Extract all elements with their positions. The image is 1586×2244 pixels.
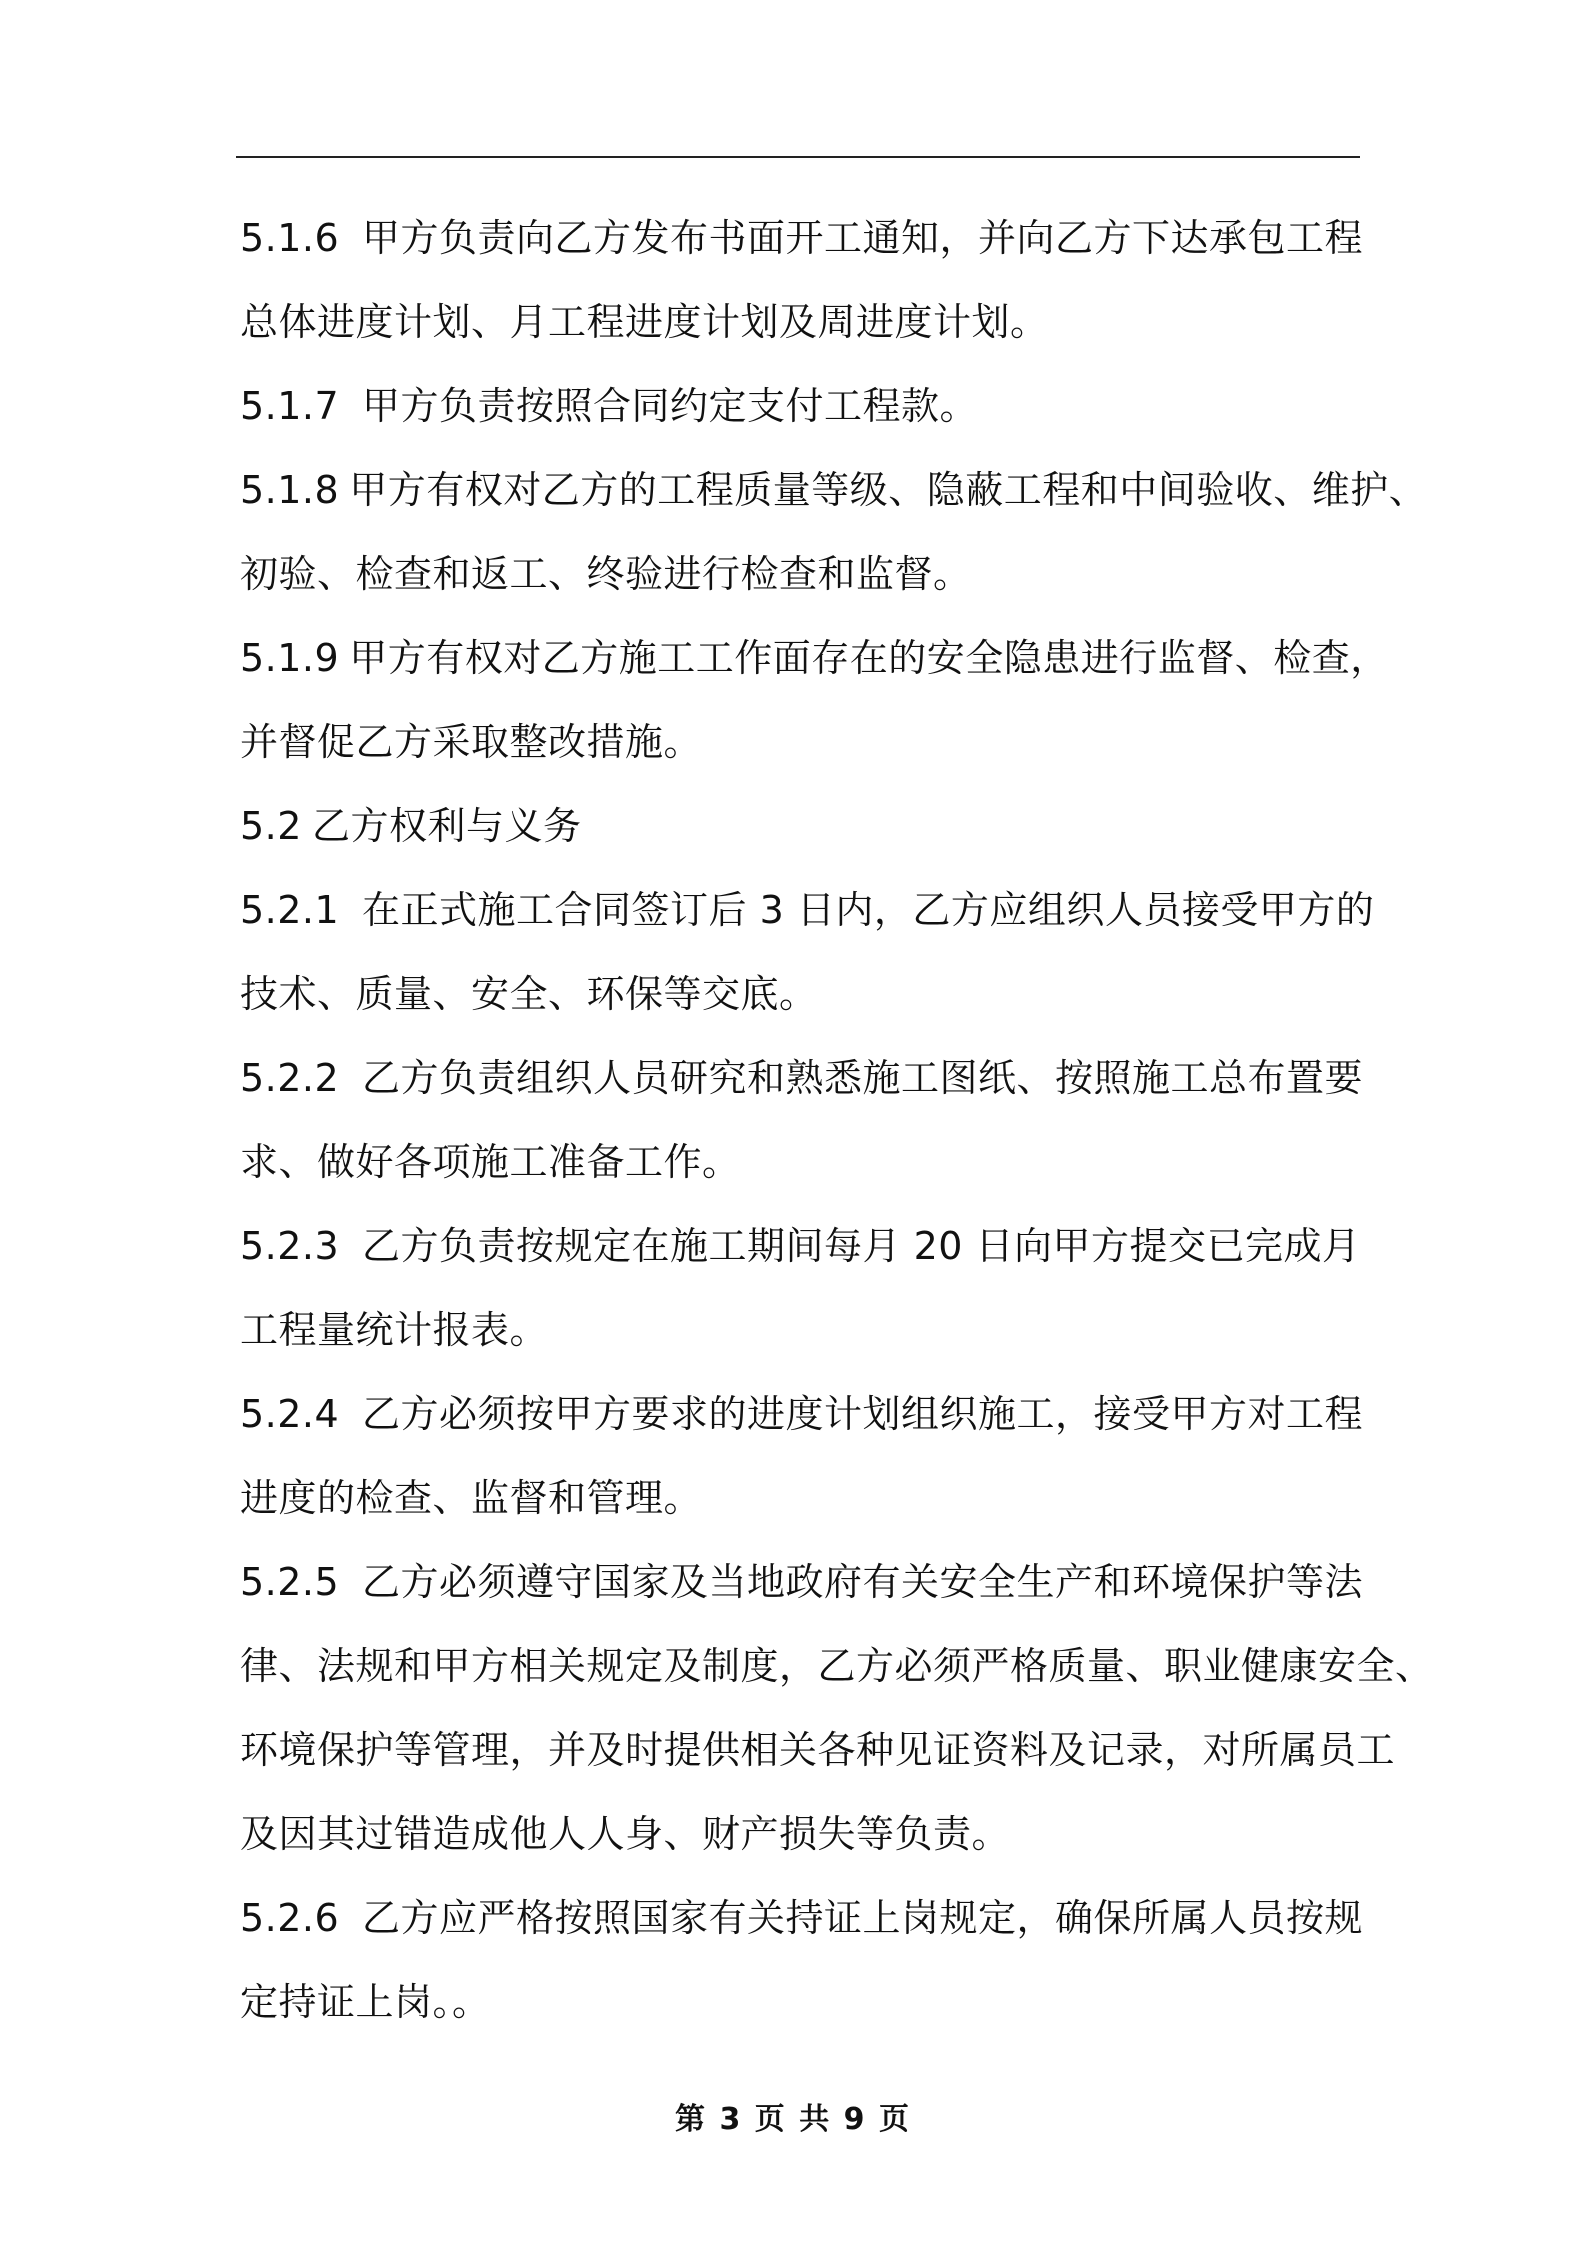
clause-text: 乙方应严格按照国家有关持证上岗规定，确保所属人员按规	[362, 1896, 1364, 1940]
clause-text: 甲方有权对乙方的工程质量等级、隐蔽工程和中间验收、维护、	[349, 468, 1428, 512]
line-21	[240, 1876, 1370, 1960]
document-body	[240, 196, 1434, 2044]
line-17	[240, 1540, 1370, 1624]
line-16	[240, 1456, 1370, 1540]
clause-text: 技术、质量、安全、环保等交底。	[240, 972, 818, 1016]
clause-text: 甲方负责向乙方发布书面开工通知，并向乙方下达承包工程	[362, 216, 1364, 260]
line-20	[240, 1792, 1370, 1876]
clause-text: 定持证上岗。。	[240, 1980, 491, 2024]
line-18	[240, 1624, 1434, 1708]
line-7	[240, 700, 1370, 784]
clause-number: 5.1.6	[240, 216, 340, 260]
line-12	[240, 1120, 1370, 1204]
page-number: 第 3 页 共 9 页	[675, 2102, 911, 2137]
clause-number: 5.2.1	[240, 888, 340, 932]
clause-number: 5.2.4	[240, 1392, 340, 1436]
line-6	[240, 616, 1389, 700]
line-1	[240, 196, 1370, 280]
line-2	[240, 280, 1370, 364]
section-number: 5.2	[240, 804, 302, 848]
clause-text: 求、做好各项施工准备工作。	[240, 1140, 741, 1184]
clause-text: 乙方负责按规定在施工期间每月 20 日向甲方提交已完成月	[362, 1224, 1361, 1268]
clause-text: 乙方负责组织人员研究和熟悉施工图纸、按照施工总布置要	[362, 1056, 1364, 1100]
line-15	[240, 1372, 1370, 1456]
header-rule	[236, 156, 1360, 158]
line-5	[240, 532, 1370, 616]
line-4	[240, 448, 1428, 532]
clause-text: 环境保护等管理，并及时提供相关各种见证资料及记录，对所属员工	[240, 1728, 1396, 1772]
clause-text: 乙方必须遵守国家及当地政府有关安全生产和环境保护等法	[362, 1560, 1364, 1604]
clause-number: 5.2.2	[240, 1056, 340, 1100]
clause-number: 5.2.6	[240, 1896, 340, 1940]
clause-number: 5.1.7	[240, 384, 340, 428]
line-22	[240, 1960, 1370, 2044]
clause-text: 总体进度计划、月工程进度计划及周进度计划。	[240, 300, 1049, 344]
line-14	[240, 1288, 1370, 1372]
clause-number: 5.1.8	[240, 468, 340, 512]
clause-text: 甲方负责按照合同约定支付工程款。	[362, 384, 979, 428]
line-13	[240, 1204, 1370, 1288]
clause-text: 律、法规和甲方相关规定及制度，乙方必须严格质量、职业健康安全、	[240, 1644, 1434, 1688]
clause-text: 初验、检查和返工、终验进行检查和监督。	[240, 552, 972, 596]
clause-number: 5.2.5	[240, 1560, 340, 1604]
clause-number: 5.1.9	[240, 636, 340, 680]
section-title: 乙方权利与义务	[311, 804, 582, 848]
clause-text: 工程量统计报表。	[240, 1308, 549, 1352]
clause-text: 进度的检查、监督和管理。	[240, 1476, 703, 1520]
clause-number: 5.2.3	[240, 1224, 340, 1268]
section-heading	[240, 784, 1370, 868]
line-3	[240, 364, 1370, 448]
line-11	[240, 1036, 1370, 1120]
clause-text: 并督促乙方采取整改措施。	[240, 720, 703, 764]
line-10	[240, 952, 1370, 1036]
clause-text: 乙方必须按甲方要求的进度计划组织施工，接受甲方对工程	[362, 1392, 1364, 1436]
line-19	[240, 1708, 1396, 1792]
line-9	[240, 868, 1375, 952]
clause-text: 甲方有权对乙方施工工作面存在的安全隐患进行监督、检查，	[349, 636, 1389, 680]
clause-text: 在正式施工合同签订后 3 日内，乙方应组织人员接受甲方的	[362, 888, 1375, 932]
clause-text: 及因其过错造成他人人身、财产损失等负责。	[240, 1812, 1011, 1856]
